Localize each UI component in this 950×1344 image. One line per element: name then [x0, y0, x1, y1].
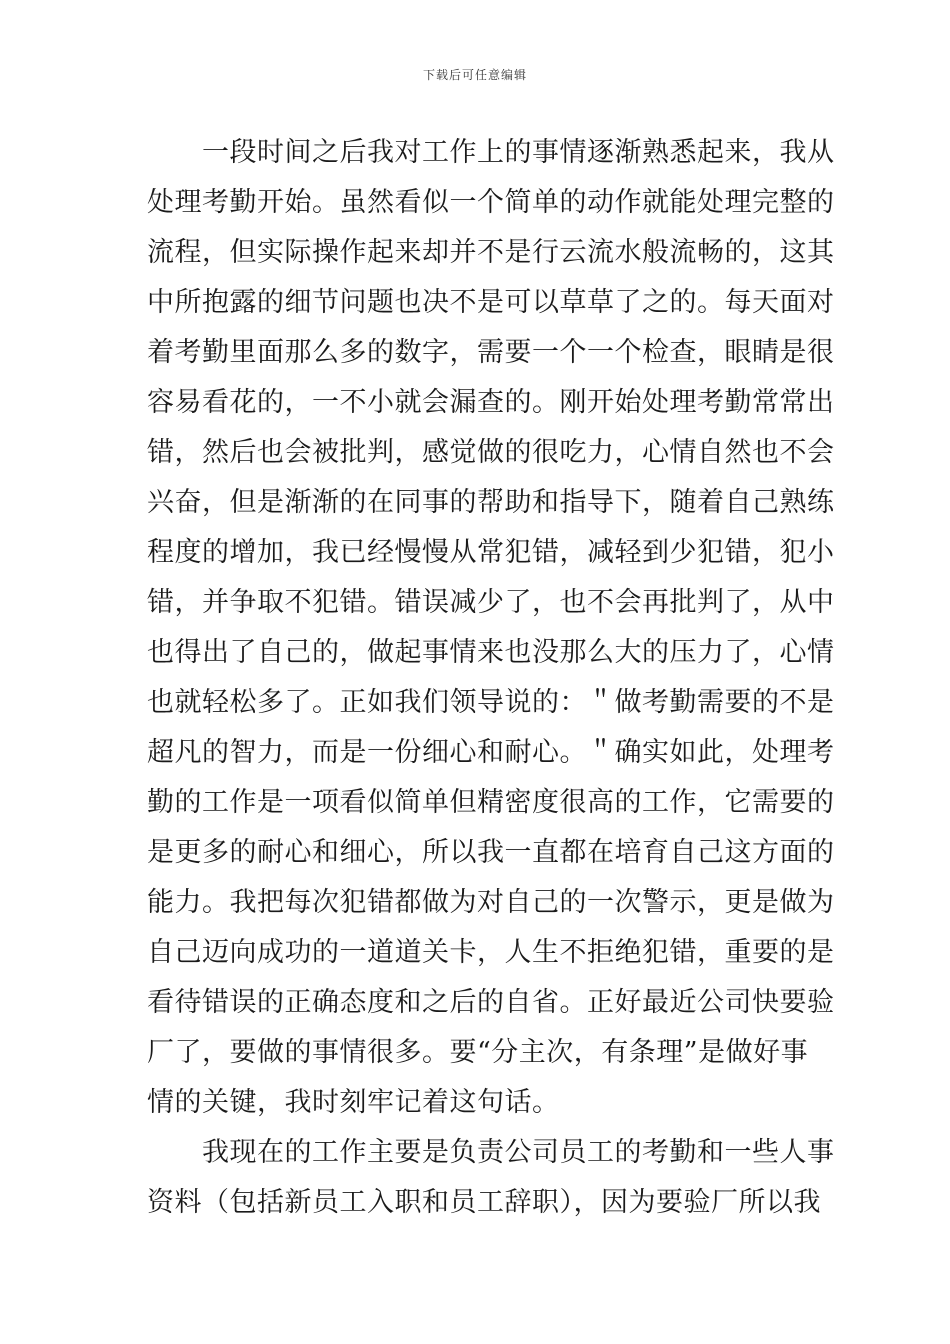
text-line: 能力。我把每次犯错都做为对自己的一次警示，更是做为	[147, 887, 835, 918]
text-line: 自己迈向成功的一道道关卡，人生不拒绝犯错，重要的是	[147, 937, 835, 968]
text-line: 兴奋，但是渐渐的在同事的帮助和指导下，随着自己熟练	[147, 487, 835, 518]
text-line: 是更多的耐心和细心，所以我一直都在培育自己这方面的	[147, 837, 835, 868]
header-note: 下载后可任意编辑	[422, 68, 527, 82]
text-line: 也就轻松多了。正如我们领导说的：＂做考勤需要的不是	[147, 687, 835, 718]
text-line: 看待错误的正确态度和之后的自省。正好最近公司快要验	[147, 987, 835, 1018]
text-line: 一段时间之后我对工作上的事情逐渐熟悉起来，我从	[202, 137, 835, 168]
text-line: 流程，但实际操作起来却并不是行云流水般流畅的，这其	[147, 237, 835, 268]
text-line: 容易看花的，一不小就会漏查的。刚开始处理考勤常常出	[147, 387, 835, 418]
text-line: 错，然后也会被批判，感觉做的很吃力，心情自然也不会	[147, 437, 835, 468]
text-line: 资料（包括新员工入职和员工辞职），因为要验厂所以我	[147, 1187, 821, 1218]
paragraph-2	[147, 1128, 835, 1228]
text-line: 处理考勤开始。虽然看似一个简单的动作就能处理完整的	[147, 187, 835, 218]
paragraph-1	[147, 128, 835, 1128]
text-line: 程度的增加，我已经慢慢从常犯错，减轻到少犯错，犯小	[147, 537, 835, 568]
text-line: 情的关键，我时刻牢记着这句话。	[147, 1087, 560, 1118]
text-line: 我现在的工作主要是负责公司员工的考勤和一些人事	[202, 1137, 835, 1168]
text-line: 也得出了自己的，做起事情来也没那么大的压力了，心情	[147, 637, 835, 668]
text-line: 超凡的智力，而是一份细心和耐心。＂确实如此，处理考	[147, 737, 835, 768]
document-body	[147, 128, 835, 1228]
text-line: 中所抱露的细节问题也决不是可以草草了之的。每天面对	[147, 287, 835, 318]
text-line: 勤的工作是一项看似简单但精密度很高的工作，它需要的	[147, 787, 835, 818]
text-line: 厂了，要做的事情很多。要“分主次，有条理”是做好事	[147, 1037, 809, 1068]
text-line: 着考勤里面那么多的数字，需要一个一个检查，眼睛是很	[147, 337, 835, 368]
text-line: 错，并争取不犯错。错误减少了，也不会再批判了，从中	[147, 587, 835, 618]
